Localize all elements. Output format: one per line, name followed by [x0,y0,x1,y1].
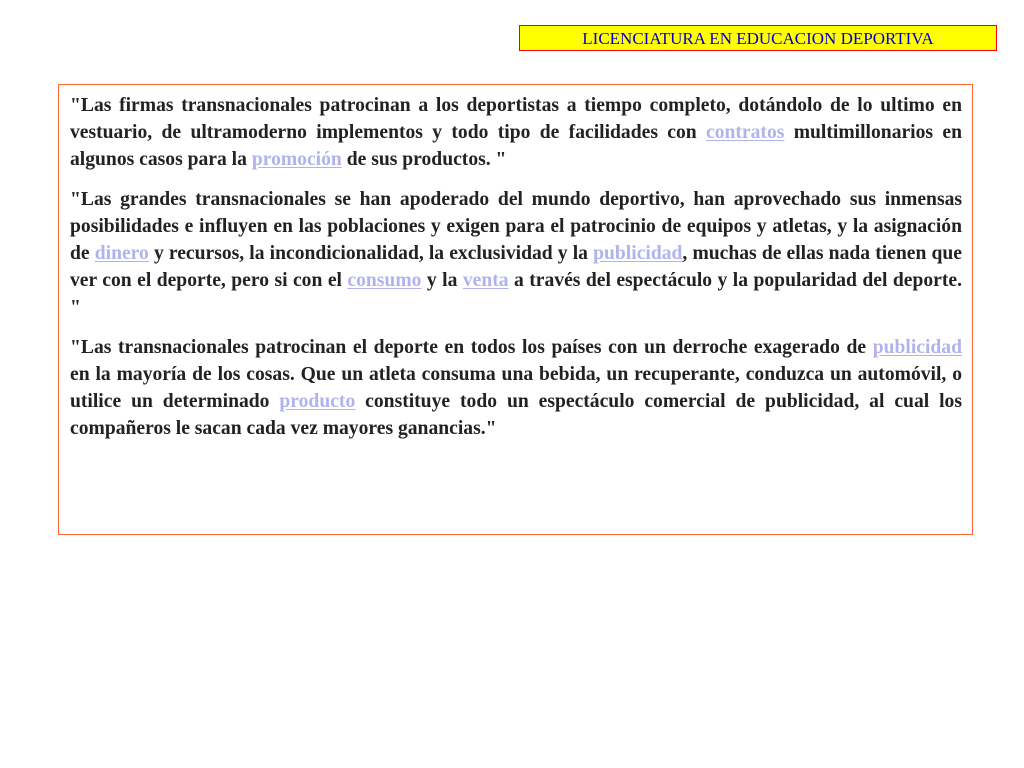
quote-2-text-2: y recursos, la incondicionalidad, la exclusividad y la [148,243,594,264]
link-publicidad[interactable]: publicidad [593,243,683,264]
header-title: LICENCIATURA EN EDUCACION DEPORTIVA [582,29,934,48]
quote-3-text-3: constituye todo un espectáculo comercial de publicidad, al cual los compañeros le sacan cada vez mayores ganancias." [70,391,962,439]
link-dinero[interactable]: dinero [94,243,149,264]
link-contratos[interactable]: contratos [706,122,785,143]
link-producto[interactable]: producto [279,391,356,412]
quotes-box [58,84,973,535]
quote-1-text-2: multimillonarios en algunos casos para la [70,122,962,170]
quote-1-text-3: de sus productos. " [341,149,507,170]
link-venta[interactable]: venta [462,270,509,291]
quote-paragraph-1 [70,92,962,173]
quote-2-text-3: , muchas de ellas nada tienen que ver con el deporte, pero si con el [70,243,962,291]
quote-2-text-1: "Las grandes transnacionales se han apoderado del mundo deportivo, han aprovechado sus inmensas posibilidades e influyen en las poblaciones y exigen para el patrocinio de equipos y atletas, y la asignación de [70,189,962,264]
quote-paragraph-2 [70,186,962,321]
link-publicidad-2[interactable]: publicidad [872,337,962,358]
quote-3-text-2: en la mayoría de los cosas. Que un atleta consuma una bebida, un recuperante, conduzca un automóvil, o utilice un determinado [70,364,962,412]
quote-2-text-5: a través del espectáculo y la popularidad del deporte. " [70,270,962,318]
link-consumo[interactable]: consumo [347,270,422,291]
quote-3-text-1: "Las transnacionales patrocinan el deporte en todos los países con un derroche exagerado de [70,337,873,358]
header-title-box [519,25,997,51]
quote-2-text-4: y la [421,270,463,291]
quote-1-text-1: "Las firmas transnacionales patrocinan a los deportistas a tiempo completo, dotándolo de lo ultimo en vestuario, de ultramoderno implementos y todo tipo de facilidades con [70,95,962,143]
quote-paragraph-3 [70,334,962,442]
link-promocion[interactable]: promoción [251,149,342,170]
